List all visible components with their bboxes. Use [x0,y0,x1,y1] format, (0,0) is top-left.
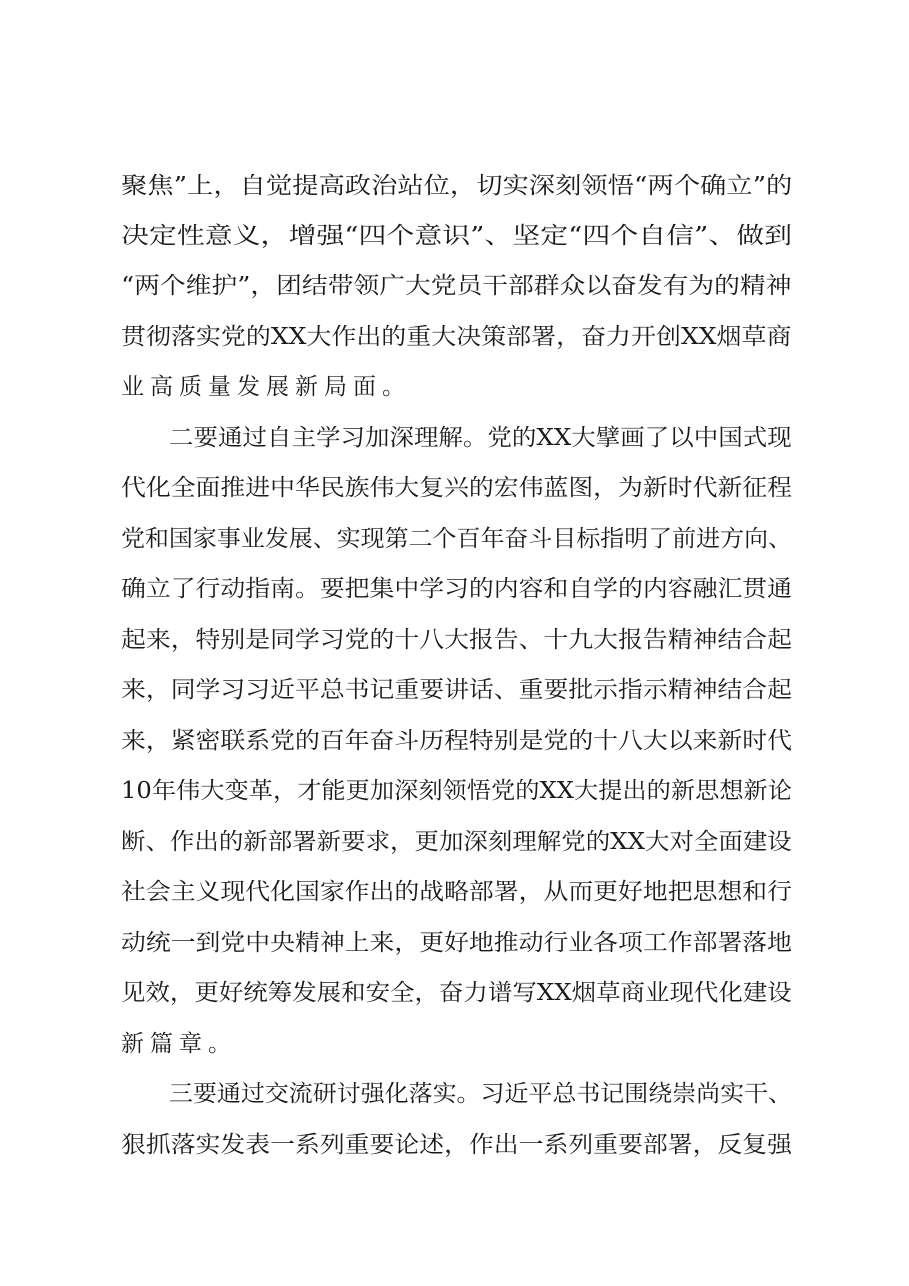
text-line: “两个维护”，团结带领广大党员干部群众以奋发有为的精神 [121,273,792,299]
text-line: 断、作出的新部署新要求，更加深刻理解党的XX大对全面建设 [121,829,792,855]
text-line: 党和国家事业发展、实现第二个百年奋斗目标指明了前进方向、 [121,526,792,552]
text-line: 新篇章。 [121,1031,237,1057]
text-line: 起来，特别是同学习党的十八大报告、十九大报告精神结合起 [121,627,792,653]
text-line: 见效，更好统筹发展和安全，奋力谱写XX烟草商业现代化建设 [121,980,792,1006]
text-line: 社会主义现代化国家作出的战略部署，从而更好地把思想和行 [121,879,792,905]
text-line: 聚焦”上，自觉提高政治站位，切实深刻领悟“两个确立”的 [121,173,793,199]
text-line: 来，紧密联系党的百年奋斗历程特别是党的十八大以来新时代 [121,728,792,754]
text-line: 三要通过交流研讨强化落实。习近平总书记围绕崇尚实干、 [169,1081,792,1107]
text-line: 业高质量发展新局面。 [121,374,411,400]
text-line: 确立了行动指南。要把集中学习的内容和自学的内容融汇贯通 [121,576,792,602]
text-line: 10年伟大变革，才能更加深刻领悟党的XX大提出的新思想新论 [121,778,793,804]
text-line: 狠抓落实发表一系列重要论述，作出一系列重要部署，反复强 [121,1132,792,1158]
text-line: 来，同学习习近平总书记重要讲话、重要批示指示精神结合起 [121,677,792,703]
text-line: 决定性意义，增强“四个意识”、坚定“四个自信”、做到 [121,223,793,249]
text-line: 动统一到党中央精神上来，更好地推动行业各项工作部署落地 [121,930,792,956]
text-line: 代化全面推进中华民族伟大复兴的宏伟蓝图，为新时代新征程 [121,475,792,501]
text-line: 二要通过自主学习加深理解。党的XX大擘画了以中国式现 [169,425,792,451]
text-line: 贯彻落实党的XX大作出的重大决策部署，奋力开创XX烟草商 [121,324,792,350]
